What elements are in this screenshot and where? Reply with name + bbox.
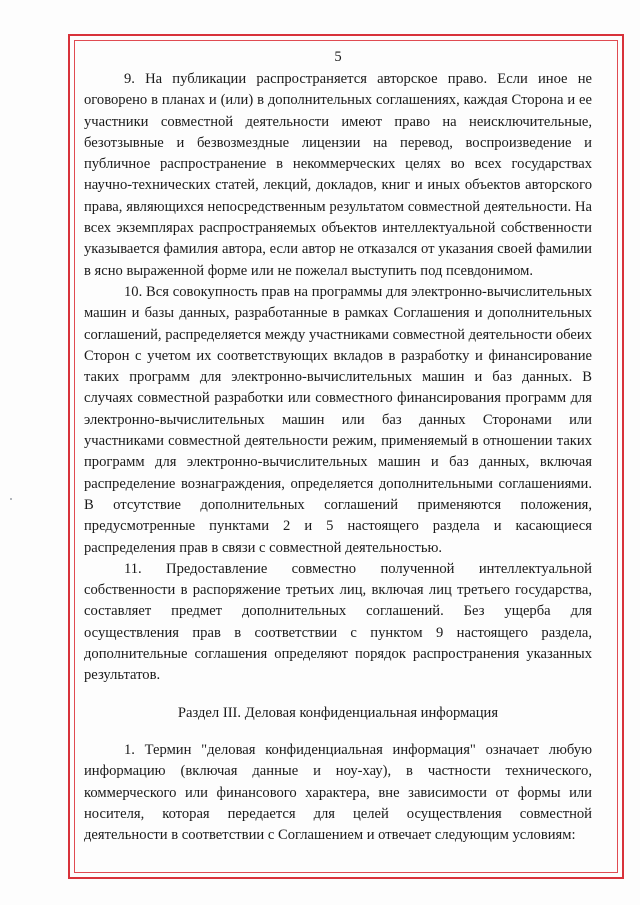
scan-speck (10, 498, 12, 500)
section-heading: Раздел III. Деловая конфиденциальная информация (177, 704, 499, 721)
page-number: 5 (334, 49, 342, 65)
paragraph-11: 11. Предоставление совместно полученной интеллектуальной собственности в распоряжение третьих лиц, включая лиц третьего государства, составляет предмет дополнительных соглашений. Без ущерба для осуществления прав в соответствии с пунктом 9 настоящего раздела, дополнительные соглашения определяют порядок распространения указанных результатов. (84, 560, 592, 684)
paragraph-10: 10. Вся совокупность прав на программы для электронно-вычислительных машин и базы данных, разработанные в рамках Соглашения и дополнительных соглашений, распределяется между участниками совместной деятельности обеих Сторон с учетом их соответствующих вкладов в разработку и финансирование таких программ для электронно-вычислительных машин и баз данных. В случаях совместной разработки или совместного финансирования программ для электронно-вычислительных машин или баз данных Сторонами или участниками совместной деятельности режим, применяемый в отношении таких программ для электронно-вычислительных машин и баз данных, включая распределение вознаграждения, определяется дополнительными соглашениями. В отсутствие дополнительных соглашений применяются положения, предусмотренные пунктами 2 и 5 настоящего раздела и касающиеся распределения прав в связи с совместной деятельностью. (84, 283, 592, 556)
section-paragraph-1: 1. Термин "деловая конфиденциальная информация" означает любую информацию (включая данные и ноу-хау), в частности технического, коммерческого или финансового характера, вне зависимости от формы или носителя, которая передается для целей осуществления совместной деятельности в соответствии с Соглашением и отвечает следующим условиям: (84, 741, 592, 844)
document-body (84, 48, 592, 846)
paragraph-9: 9. На публикации распространяется авторское право. Если иное не оговорено в планах и (или) в дополнительных соглашениях, каждая Сторона и ее участники совместной деятельности имеют право на неисключительные, безотзывные и безвозмездные лицензии на перевод, воспроизведение и публичное распространение в некоммерческих целях во всех государствах научно-технических статей, лекций, докладов, книг и иных объектов авторского права, являющихся непосредственным результатом совместной деятельности. На всех экземплярах распространяемых объектов интеллектуальной собственности указывается фамилия автора, если автор не отказался от указания своей фамилии в ясно выраженной форме или не пожелал выступить под псевдонимом. (84, 71, 592, 279)
